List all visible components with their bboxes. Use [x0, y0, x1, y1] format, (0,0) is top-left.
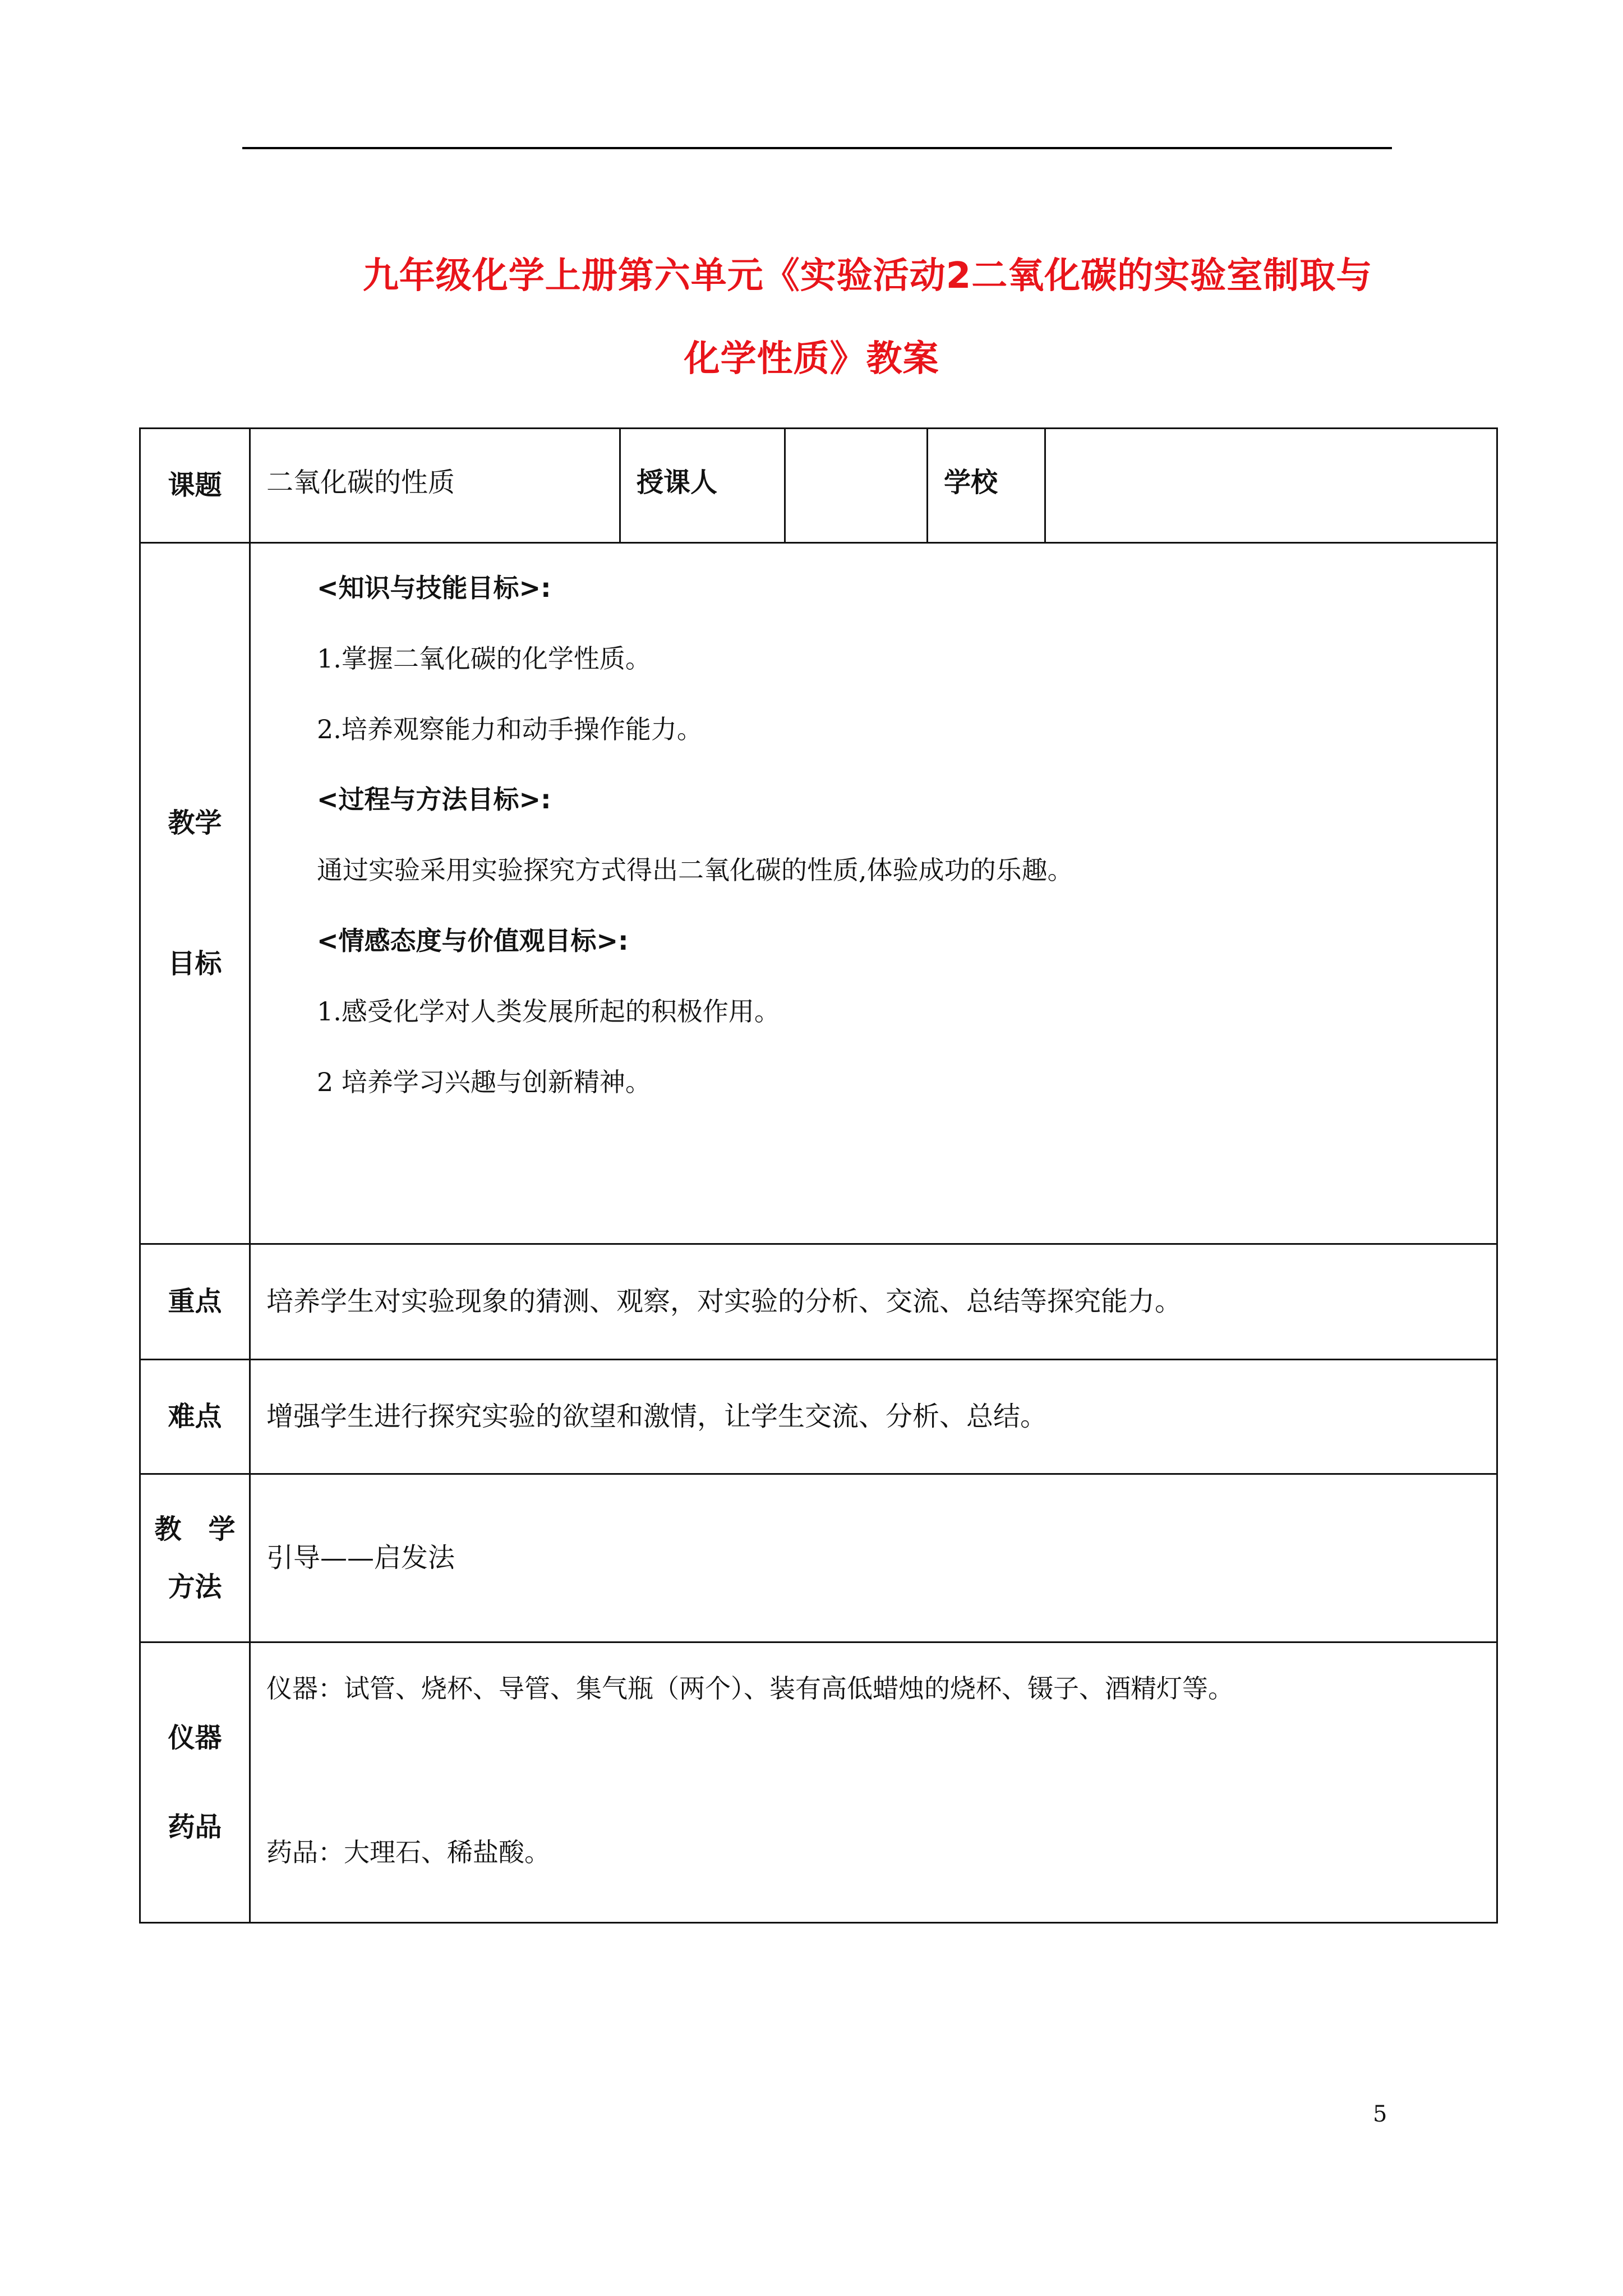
instruments-content — [250, 1642, 1497, 1923]
emotion-heading: <情感态度与价值观目标>: — [317, 925, 629, 956]
lesson-plan-table — [139, 427, 1498, 1924]
objectives-row — [140, 543, 1497, 1244]
instruments-row — [140, 1642, 1497, 1923]
knowledge-item-2: 2.培养观察能力和动手操作能力。 — [317, 714, 703, 744]
instruments-value: 仪器：试管、烧杯、导管、集气瓶（两个）、装有高低蜡烛的烧杯、镊子、酒精灯等。 — [266, 1673, 1234, 1704]
method-label — [140, 1474, 250, 1642]
reagents-value: 药品：大理石、稀盐酸。 — [266, 1837, 550, 1867]
method-value: 引导——启发法 — [250, 1474, 1497, 1642]
header-rule — [242, 147, 1392, 149]
method-label-line-2: 方法 — [168, 1571, 222, 1603]
teacher-value — [785, 429, 928, 543]
school-label: 学校 — [928, 429, 1045, 543]
knowledge-item-1: 1.掌握二氧化碳的化学性质。 — [317, 643, 651, 674]
topic-value: 二氧化碳的性质 — [250, 429, 620, 543]
method-row — [140, 1474, 1497, 1642]
teacher-label: 授课人 — [620, 429, 785, 543]
instruments-label-line-1: 仪器 — [168, 1722, 222, 1754]
instruments-label — [140, 1642, 250, 1923]
knowledge-heading: <知识与技能目标>: — [317, 573, 551, 603]
key-point-value: 培养学生对实验现象的猜测、观察，对实验的分析、交流、总结等探究能力。 — [250, 1244, 1497, 1360]
objectives-label — [140, 543, 250, 1244]
topic-row — [140, 429, 1497, 543]
method-label-line-1: 教 学 — [154, 1513, 236, 1545]
topic-label: 课题 — [140, 429, 250, 543]
instruments-label-line-2: 药品 — [168, 1811, 222, 1843]
difficulty-value: 增强学生进行探究实验的欲望和激情，让学生交流、分析、总结。 — [250, 1360, 1497, 1474]
process-item-1: 通过实验采用实验探究方式得出二氧化碳的性质,体验成功的乐趣。 — [317, 855, 1073, 886]
document-title-line-2: 化学性质》教案 — [684, 338, 939, 380]
objectives-content — [250, 543, 1497, 1244]
objectives-label-line-1: 教学 — [168, 807, 222, 839]
emotion-item-2: 2 培养学习兴趣与创新精神。 — [317, 1066, 651, 1097]
document-title-line-1: 九年级化学上册第六单元《实验活动2二氧化碳的实验室制取与 — [362, 255, 1373, 297]
difficulty-label: 难点 — [140, 1360, 250, 1474]
objectives-label-line-2: 目标 — [168, 947, 222, 979]
page-number: 5 — [1373, 2101, 1387, 2127]
key-point-label: 重点 — [140, 1244, 250, 1360]
process-heading: <过程与方法目标>: — [317, 784, 551, 815]
school-value — [1045, 429, 1497, 543]
difficulty-row — [140, 1360, 1497, 1474]
emotion-item-1: 1.感受化学对人类发展所起的积极作用。 — [317, 996, 780, 1027]
key-point-row — [140, 1244, 1497, 1360]
